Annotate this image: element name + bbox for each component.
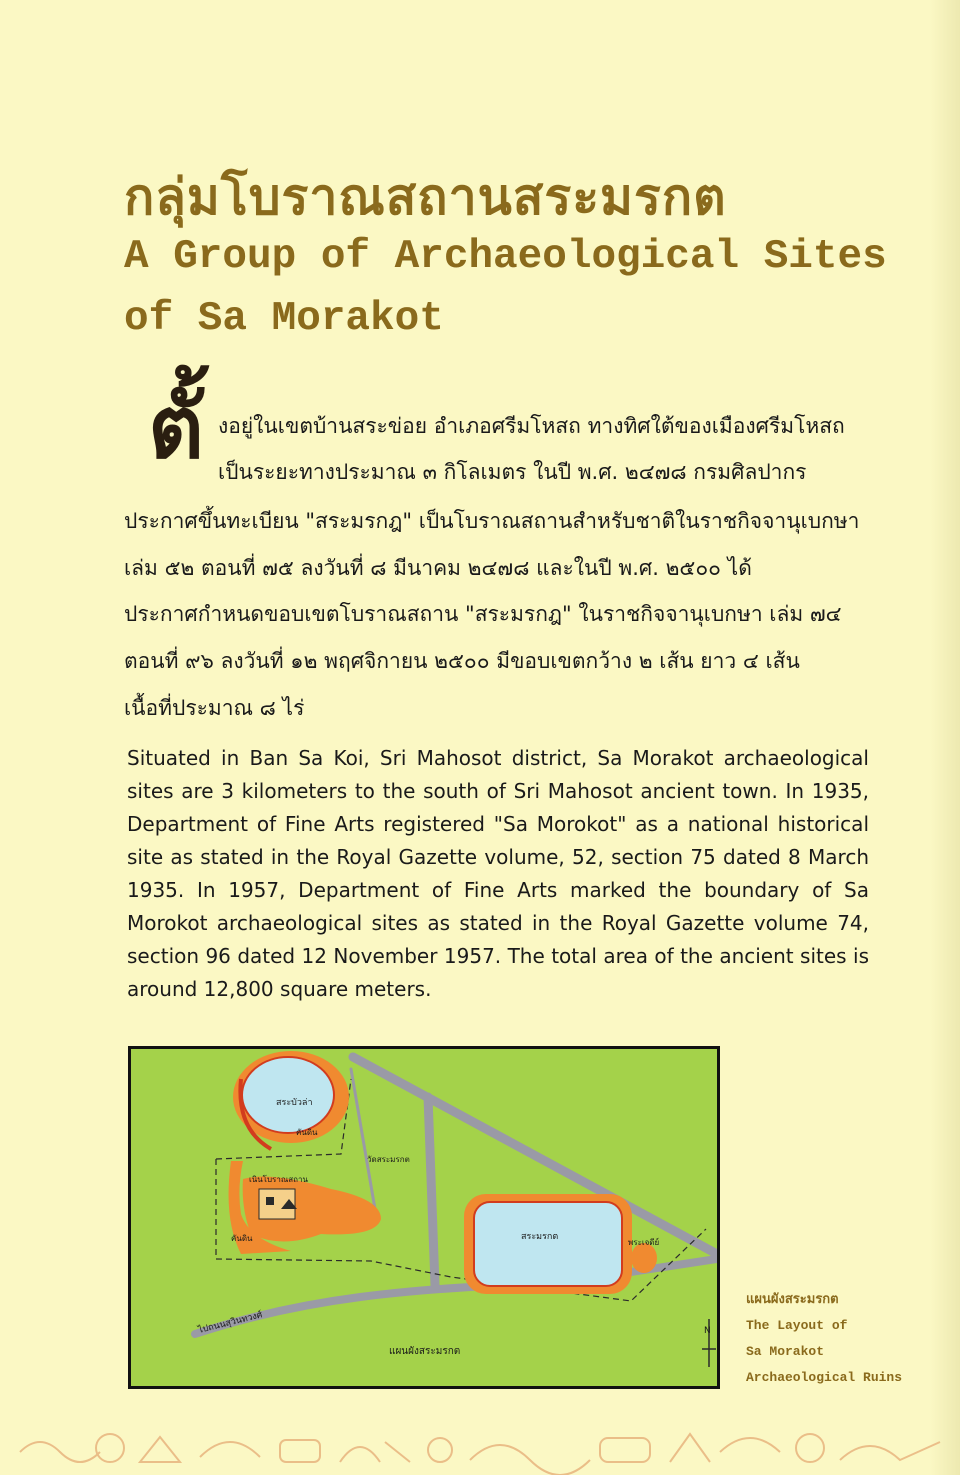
- site-map-drawing: [131, 1049, 717, 1386]
- thai-line-3: ประกาศขึ้นทะเบียน "สระมรกฎ" เป็นโบราณสถานสำหรับชาติในราชกิจจานุเบกษา: [124, 509, 860, 533]
- page-title-thai: กลุ่มโบราณสถานสระมรกต: [124, 167, 727, 226]
- thai-line-5: ประกาศกำหนดขอบเขตโบราณสถาน "สระมรกฎ" ในราชกิจจานุเบกษา เล่ม ๗๔: [124, 602, 842, 626]
- thai-line-4: เล่ม ๕๒ ตอนที่ ๗๕ ลงวันที่ ๘ มีนาคม ๒๔๗๘ และในปี พ.ศ. ๒๕๐๐ ได้: [124, 556, 752, 580]
- thai-line-1: งอยู่ในเขตบ้านสระข่อย อำเภอศรีมโหสถ ทางทิศใต้ของเมืองศรีมโหสถ: [218, 414, 845, 438]
- title-english-line-2: of Sa Morakot: [124, 296, 444, 342]
- decorative-border: [0, 1412, 960, 1475]
- caption-line-2: The Layout of: [746, 1318, 848, 1333]
- thai-line-7: เนื้อที่ประมาณ ๘ ไร่: [124, 696, 305, 720]
- label-embankment-top: คันดิน: [296, 1128, 318, 1137]
- label-map-title: แผนผังสระมรกต: [389, 1346, 461, 1357]
- chedi-mound: [631, 1243, 657, 1273]
- label-pond-main: สระมรกต: [521, 1232, 559, 1242]
- label-pond-north: สระบัวล่า: [276, 1098, 313, 1108]
- pond-main: [464, 1194, 632, 1294]
- label-embankment-left: คันดิน: [231, 1234, 253, 1243]
- label-temple: วัดสระมรกต: [367, 1155, 410, 1164]
- thai-drop-cap: ตั้: [148, 377, 204, 478]
- label-chedi: พระเจดีย์: [628, 1238, 660, 1247]
- page-edge-shadow: [930, 0, 960, 1475]
- road-lane: [351, 1069, 375, 1209]
- caption-line-4: Archaeological Ruins: [746, 1370, 903, 1385]
- map-caption: [746, 1287, 902, 1391]
- page-title-english: [124, 226, 887, 350]
- thai-line-2: เป็นระยะทางประมาณ ๓ กิโลเมตร ในปี พ.ศ. ๒๔๗๘ กรมศิลปากร: [218, 460, 807, 484]
- thai-line-6: ตอนที่ ๙๖ ลงวันที่ ๑๒ พฤศจิกายน ๒๕๐๐ มีขอบเขตกว้าง ๒ เส้น ยาว ๔ เส้น: [124, 649, 800, 673]
- road-vertical: [428, 1097, 435, 1285]
- english-paragraph: Situated in Ban Sa Koi, Sri Mahosot district, Sa Morakot archaeological sites are 3 kilometers to the south of Sri Mahosot ancient town. In 1935, Department of Fine Arts registered "Sa Morokot" as a national historical site as stated in the Royal Gazette volume, 52, section 75 dated 8 March 1935. In 1957, Department of Fine Arts marked the boundary of Sa Morokot archaeological sites as stated in the Royal Gazette volume 74, section 96 dated 12 November 1957. The total area of the ancient sites is around 12,800 square meters.: [127, 746, 869, 1001]
- label-north: N: [704, 1326, 711, 1336]
- caption-line-1: แผนผังสระมรกต: [746, 1292, 839, 1307]
- label-mound: เนินโบราณสถาน: [249, 1175, 308, 1184]
- caption-line-3: Sa Morakot: [746, 1344, 825, 1359]
- title-english-line-1: A Group of Archaeological Sites: [124, 234, 887, 280]
- site-map: [128, 1046, 720, 1389]
- label-road: ไปถนนสุวินทวงศ์: [197, 1310, 264, 1336]
